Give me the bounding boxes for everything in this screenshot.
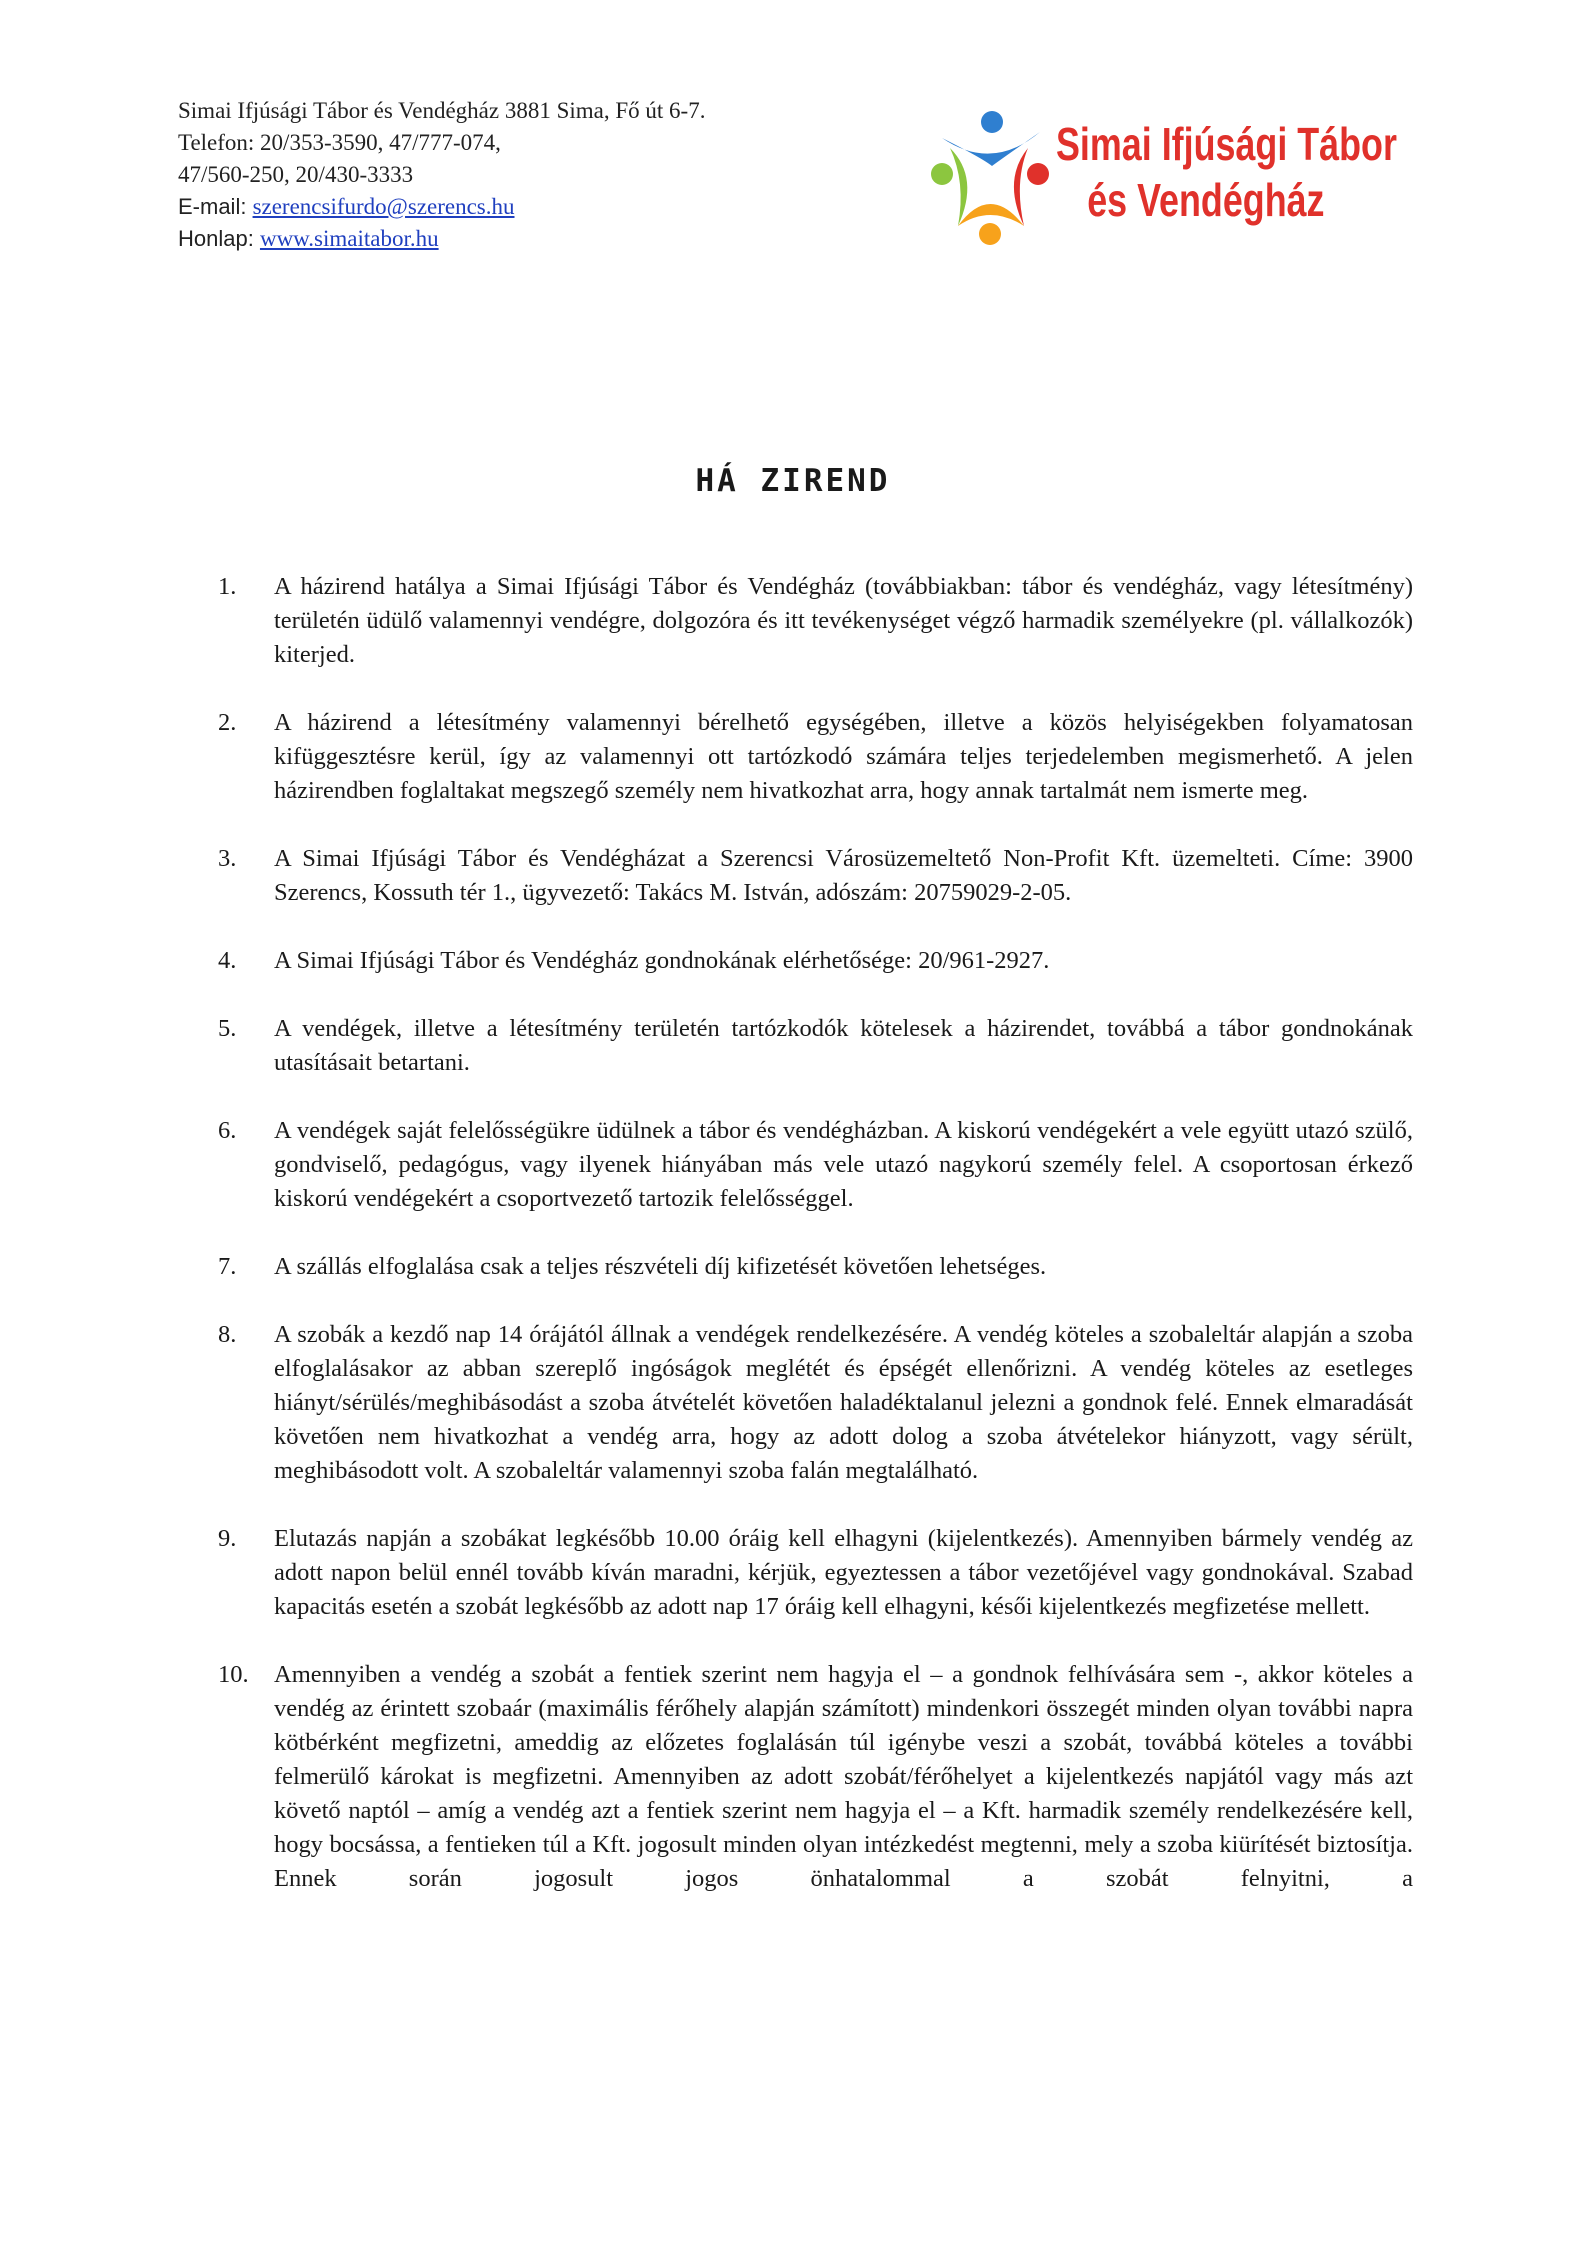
rule-text: A szállás elfoglalása csak a teljes részvételi díj kifizetését követően lehetséges. [274, 1253, 1047, 1280]
web-line [178, 223, 705, 255]
rule-text: A házirend a létesítmény valamennyi bérelhető egységében, illetve a közös helyiségekben folyamatosan kifüggesztésre kerül, így az valamennyi ott tartózkodó számára teljes terjedelemben megismerhető. A jelen házirendben foglaltakat megszegő személy nem hivatkozhat arra, hogy annak tartalmát nem ismerte meg. [274, 709, 1413, 804]
rule-item-3 [218, 842, 1413, 910]
rule-item-8 [218, 1318, 1413, 1488]
logo-line-1: Simai Ifjúsági Tábor [1056, 118, 1397, 170]
rule-text: A Simai Ifjúsági Tábor és Vendégházat a Szerencsi Városüzemeltető Non-Profit Kft. üzemelteti. Címe: 3900 Szerencs, Kossuth tér 1., ügyvezető: Takács M. István, adószám: 20759029-2-05. [274, 845, 1413, 906]
rule-number: 7. [218, 1253, 237, 1280]
phone-line-1: Telefon: 20/353-3590, 47/777-074, [178, 130, 501, 155]
phone-line-2: 47/560-250, 20/430-3333 [178, 162, 414, 187]
logo-text [1056, 116, 1397, 228]
web-link[interactable]: www.simaitabor.hu [259, 226, 439, 251]
rule-number: 6. [218, 1117, 237, 1144]
contact-block [178, 95, 705, 255]
rule-item-7 [218, 1250, 1413, 1284]
rule-item-5 [218, 1012, 1413, 1080]
rule-item-2 [218, 706, 1413, 808]
rule-text: A vendégek, illetve a létesítmény területén tartózkodók kötelesek a házirendet, továbbá a tábor gondnokának utasításait betartani. [274, 1015, 1413, 1076]
rule-item-9 [218, 1522, 1413, 1624]
address-line: Simai Ifjúsági Tábor és Vendégház 3881 Sima, Fő út 6-7. [178, 98, 706, 123]
rules-list [218, 570, 1413, 1930]
rule-text: A Simai Ifjúsági Tábor és Vendégház gondnokának elérhetősége: 20/961-2927. [274, 947, 1050, 974]
rule-number: 9. [218, 1525, 237, 1552]
rule-text: A vendégek saját felelősségükre üdülnek a tábor és vendégházban. A kiskorú vendégekért a vele együtt utazó szülő, gondviselő, pedagógus, vagy ilyenek hiányában más vele utazó nagykorú személy felel. A csoportosan érkező kiskorú vendégekért a csoportvezető tartozik felelősséggel. [274, 1117, 1413, 1212]
rule-item-4 [218, 944, 1413, 978]
logo-line-2: és Vendégház [1087, 174, 1325, 226]
rule-number: 4. [218, 947, 237, 974]
email-line [178, 191, 705, 223]
logo [928, 108, 1397, 258]
rule-item-6 [218, 1114, 1413, 1216]
rule-number: 2. [218, 709, 237, 736]
email-label: E-mail: [178, 194, 253, 219]
web-label: Honlap: [178, 226, 260, 251]
document-title: HÁ ZIREND [695, 463, 891, 499]
rule-text: Elutazás napján a szobákat legkésőbb 10.00 óráig kell elhagyni (kijelentkezés). Amennyiben bármely vendég az adott napon belül ennél tovább kíván maradni, kérjük, egyeztessen a tábor vezetőjével vagy gondnokával. Szabad kapacitás esetén a szobát legkésőbb az adott nap 17 óráig kell elhagyni, késői kijelentkezés megfizetése mellett. [274, 1525, 1413, 1620]
rule-number: 5. [218, 1015, 237, 1042]
rule-number: 10. [218, 1661, 249, 1688]
rule-number: 8. [218, 1321, 237, 1348]
rule-number: 1. [218, 573, 237, 600]
rule-number: 3. [218, 845, 237, 872]
email-link[interactable]: szerencsifurdo@szerencs.hu [252, 194, 515, 219]
rule-text: Amennyiben a vendég a szobát a fentiek szerint nem hagyja el – a gondnok felhívására sem -, akkor köteles a vendég az érintett szobaár (maximális férőhely alapján számított) mindenkori összegét minden olyan további napra kötbérként megfizetni, ameddig az előzetes foglalásán túl igénybe veszi a szobát, továbbá köteles a további felmerülő károkat is megfizetni. Amennyiben az adott szobát/férőhelyet a kijelentkezés napjától vagy más azt követő naptól – amíg a vendég azt a fentiek szerint nem hagyja el – a Kft. harmadik személy rendelkezésére kell, hogy bocsássa, a fentieken túl a Kft. jogosult minden olyan intézkedést megtenni, mely a szoba kiürítését biztosítja. Ennek során jogosult jogos önhatalommal a szobát felnyitni, a [274, 1661, 1413, 1892]
rule-item-10 [218, 1658, 1413, 1896]
rule-text: A házirend hatálya a Simai Ifjúsági Tábor és Vendégház (továbbiakban: tábor és vendégház, vagy létesítmény) területén üdülő valamennyi vendégre, dolgozóra és itt tevékenységet végző harmadik személyekre (pl. vállalkozók) kiterjed. [274, 573, 1413, 668]
rule-item-1 [218, 570, 1413, 672]
people-circle-icon [928, 108, 1053, 248]
rule-text: A szobák a kezdő nap 14 órájától állnak a vendégek rendelkezésére. A vendég köteles a szobaleltár alapján a szoba elfoglalásakor az abban szereplő ingóságok meglétét és épségét ellenőrizni. A vendég köteles az esetleges hiányt/sérülés/meghibásodást a szoba átvételét követően haladéktalanul jelezni a gondnok felé. Ennek elmaradását követően nem hivatkozhat a vendég arra, hogy az adott dolog a szoba átvételekor hiányzott, vagy sérült, meghibásodott volt. A szobaleltár valamennyi szoba falán megtalálható. [274, 1321, 1413, 1484]
